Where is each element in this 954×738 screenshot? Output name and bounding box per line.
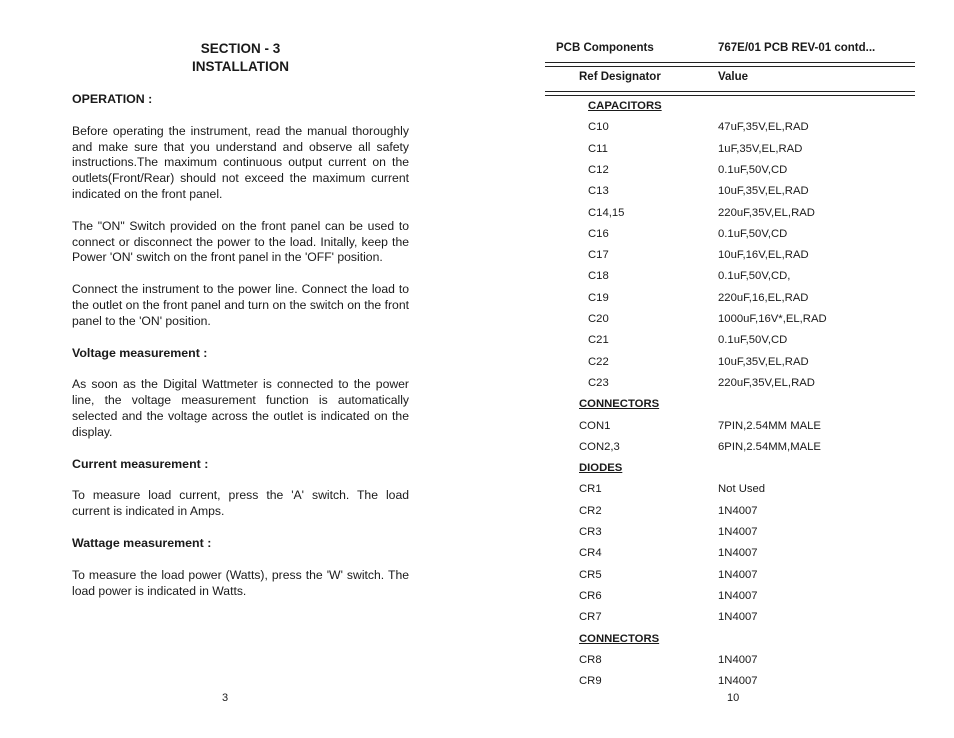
wattage-heading: Wattage measurement :: [72, 535, 212, 550]
component-value: Not Used: [718, 483, 766, 496]
table-header-title: PCB Components: [556, 42, 654, 54]
section-number: SECTION - 3: [200, 41, 281, 56]
component-value: 1uF,35V,EL,RAD: [718, 142, 803, 155]
ref-designator: CR6: [579, 589, 602, 602]
component-value: 0.1uF,50V,CD: [718, 334, 788, 347]
ref-designator: C17: [588, 249, 609, 262]
ref-designator: C21: [588, 334, 609, 347]
right-page-number: 10: [727, 692, 740, 704]
column-value: Value: [718, 71, 749, 83]
header-divider: [545, 62, 915, 67]
operation-paragraph-2: The "ON" Switch provided on the front panel can be used to connect or disconnect the power to the load. Initally, keep the Power 'ON' switch on the front panel in the 'OFF' position.: [72, 218, 409, 265]
column-divider: [545, 91, 915, 96]
voltage-heading: Voltage measurement :: [72, 345, 208, 360]
section-title: INSTALLATION: [192, 59, 289, 74]
component-value: 1N4007: [718, 589, 758, 602]
ref-designator: CR7: [579, 611, 602, 624]
operation-paragraph-3: Connect the instrument to the power line. Connect the load to the outlet on the front panel and turn on the switch on the front panel to the 'ON' position.: [72, 282, 409, 328]
component-value: 10uF,16V,EL,RAD: [718, 249, 809, 262]
category-heading: DIODES: [579, 462, 623, 475]
ref-designator: C12: [588, 163, 609, 176]
component-value: 0.1uF,50V,CD: [718, 163, 788, 176]
category-heading: CONNECTORS: [579, 398, 660, 411]
component-value: 220uF,35V,EL,RAD: [718, 376, 815, 389]
table-header-pcb: 767E/01 PCB REV-01 contd...: [718, 42, 876, 54]
component-value: 220uF,16,EL,RAD: [718, 291, 809, 304]
component-value: 220uF,35V,EL,RAD: [718, 206, 815, 219]
ref-designator: CON1: [579, 419, 611, 432]
component-value: 47uF,35V,EL,RAD: [718, 121, 809, 134]
component-value: 10uF,35V,EL,RAD: [718, 355, 809, 368]
ref-designator: CR8: [579, 653, 602, 666]
voltage-paragraph: As soon as the Digital Wattmeter is connected to the power line, the voltage measurement function is automatically selected and the voltage across the outlet is indicated on the display.: [72, 377, 409, 439]
ref-designator: CON2,3: [579, 440, 620, 453]
ref-designator: C22: [588, 355, 609, 368]
component-value: 1N4007: [718, 653, 758, 666]
component-value: 10uF,35V,EL,RAD: [718, 185, 809, 198]
ref-designator: C20: [588, 313, 609, 325]
ref-designator: C11: [588, 142, 608, 155]
component-value: 1N4007: [718, 504, 758, 517]
component-value: 1000uF,16V*,EL,RAD: [718, 313, 827, 325]
current-heading: Current measurement :: [72, 456, 209, 471]
ref-designator: CR4: [579, 547, 602, 560]
category-heading: CAPACITORS: [588, 100, 662, 112]
ref-designator: C19: [588, 291, 609, 304]
component-value: 6PIN,2.54MM,MALE: [718, 440, 821, 453]
ref-designator: CR9: [579, 675, 602, 688]
ref-designator: CR1: [579, 483, 602, 496]
component-value: 1N4007: [718, 675, 758, 688]
component-value: 1N4007: [718, 568, 758, 581]
category-heading: CONNECTORS: [579, 632, 660, 645]
ref-designator: C14,15: [588, 206, 625, 219]
component-value: 1N4007: [718, 526, 758, 538]
ref-designator: CR3: [579, 526, 602, 538]
component-value: 0.1uF,50V,CD,: [718, 270, 791, 283]
column-ref-designator: Ref Designator: [579, 71, 661, 83]
operation-heading: OPERATION :: [72, 92, 153, 106]
component-value: 1N4007: [718, 611, 758, 624]
operation-paragraph-1: Before operating the instrument, read the manual thoroughly and make sure that you understand and observe all safety instructions.The maximum continuous output current on the outlets(Front/Rear) should not exceed the maximum current indicated on the front panel.: [72, 123, 409, 201]
component-value: 1N4007: [718, 547, 758, 560]
current-paragraph: To measure load current, press the 'A' switch. The load current is indicated in Amps.: [72, 488, 409, 519]
ref-designator: C23: [588, 376, 609, 389]
ref-designator: C18: [588, 270, 609, 283]
left-page-number: 3: [222, 692, 229, 704]
wattage-paragraph: To measure the load power (Watts), press the 'W' switch. The load power is indicated in Watts.: [72, 567, 409, 598]
component-value: 0.1uF,50V,CD: [718, 227, 788, 240]
ref-designator: C13: [588, 185, 609, 198]
ref-designator: C16: [588, 227, 609, 240]
ref-designator: CR2: [579, 504, 602, 517]
left-page: [72, 40, 409, 599]
component-value: 7PIN,2.54MM MALE: [718, 419, 821, 432]
ref-designator: C10: [588, 121, 609, 134]
ref-designator: CR5: [579, 568, 602, 581]
